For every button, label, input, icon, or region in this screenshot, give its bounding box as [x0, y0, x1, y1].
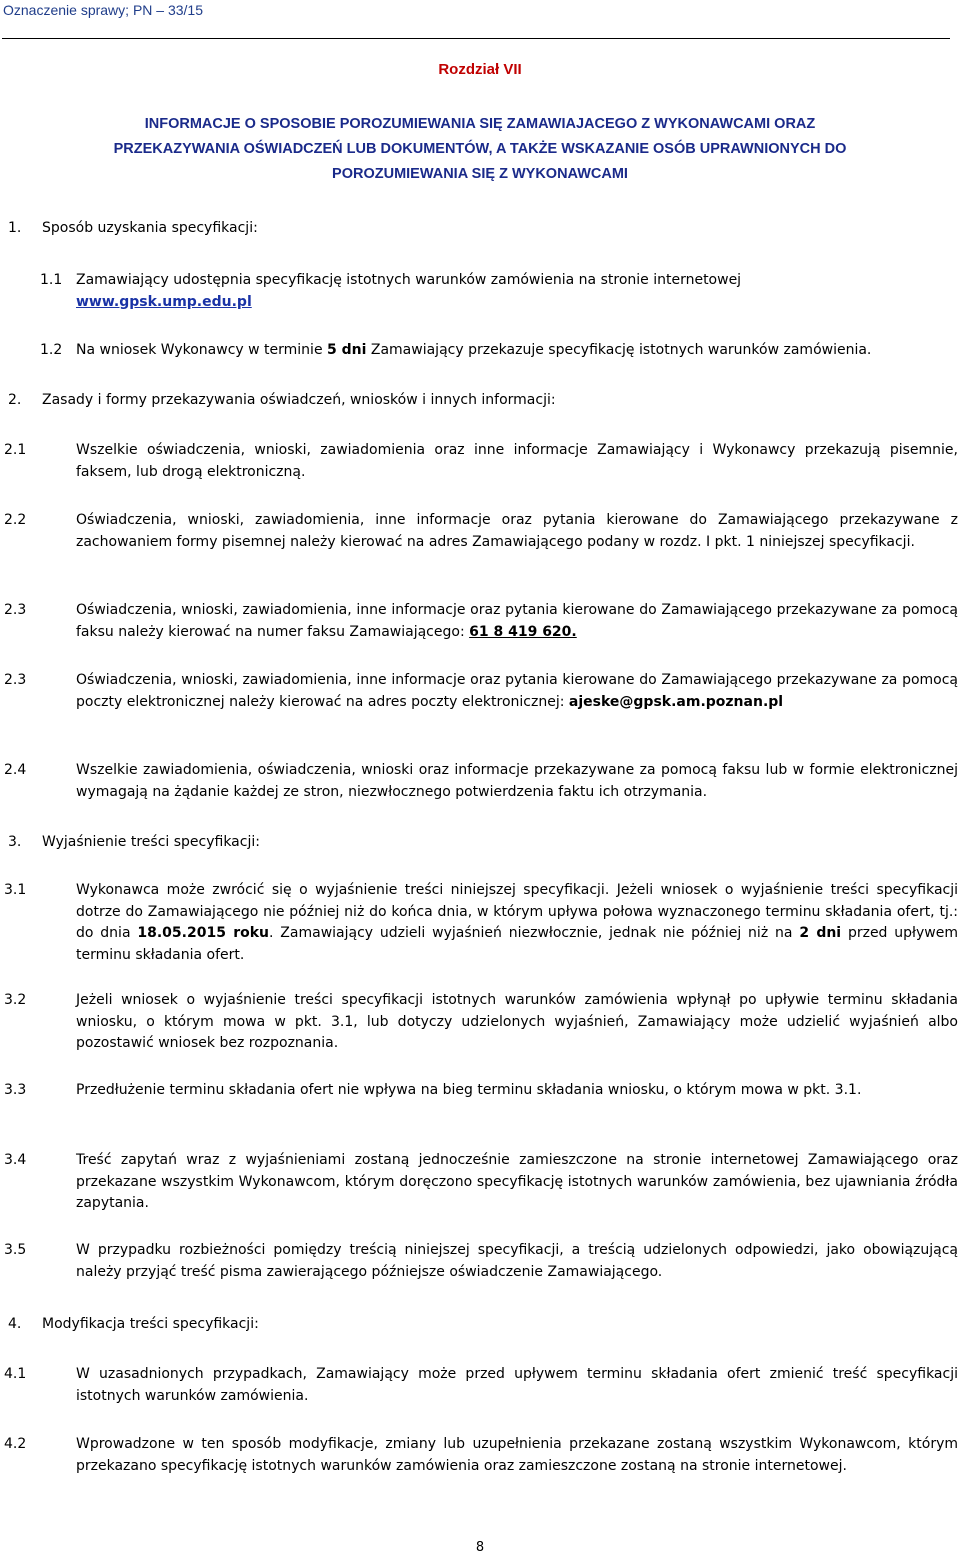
paragraph-3-2	[4, 990, 958, 1055]
deadline-days: 5 dni	[327, 342, 367, 358]
paragraph-2-3-fax	[4, 600, 958, 643]
website-link[interactable]: www.gpsk.ump.edu.pl	[76, 293, 252, 310]
paragraph-2-3-email	[4, 670, 958, 713]
section-title: Wyjaśnienie treści specyfikacji:	[42, 834, 260, 850]
paragraph-4-1	[4, 1364, 958, 1407]
paragraph-text-c: Zamawiający przekazuje specyfikację istotnych warunków zamówienia.	[370, 342, 872, 358]
paragraph-number: 2.3	[4, 672, 27, 688]
paragraph-number: 3.1	[4, 882, 27, 898]
paragraph-text: Zamawiający udostępnia specyfikację istotnych warunków zamówienia na stronie internetowej	[76, 272, 742, 288]
paragraph-text: W uzasadnionych przypadkach, Zamawiający może przed upływem terminu składania ofert zmienić treść specyfikacji istotnych warunków zamówienia.	[76, 1366, 958, 1404]
paragraph-1-2	[40, 340, 958, 362]
heading-line-2: PRZEKAZYWANIA OŚWIADCZEŃ LUB DOKUMENTÓW, A TAKŻE WSKAZANIE OSÓB UPRAWNIONYCH DO	[113, 141, 847, 157]
paragraph-number: 2.2	[4, 512, 27, 528]
paragraph-number: 3.2	[4, 992, 27, 1008]
paragraph-number: 2.1	[4, 442, 27, 458]
paragraph-text-a: Wykonawca może zwrócić się o wyjaśnienie treści niniejszej specyfikacji. Jeżeli wniosek o wyjaśnienie treści specyfikacji dotrze do Zamawiającego nie później niż do końca dnia, w którym upływa połowa wyznaczonego terminu składania ofert, tj.: do dnia	[76, 882, 958, 941]
paragraph-3-1	[4, 880, 959, 966]
section-4-title	[8, 1314, 259, 1334]
page-number: 8	[475, 1540, 485, 1555]
paragraph-number: 3.3	[4, 1082, 27, 1098]
paragraph-number: 1.2	[40, 342, 63, 358]
paragraph-4-2	[4, 1434, 958, 1477]
paragraph-text: Treść zapytań wraz z wyjaśnieniami zostaną jednocześnie zamieszczone na stronie internetowej Zamawiającego oraz przekazane wszystkim Wykonawcom, którym doręczono specyfikację istotnych warunków zamówienia, bez ujawniania źródła zapytania.	[76, 1152, 958, 1211]
paragraph-text-c: przed upływem terminu składania ofert.	[76, 925, 959, 963]
deadline-days: 2 dni	[799, 925, 842, 941]
paragraph-3-3	[4, 1080, 958, 1102]
section-number: 2.	[8, 392, 22, 408]
paragraph-number: 3.4	[4, 1152, 27, 1168]
paragraph-text: Oświadczenia, wnioski, zawiadomienia, inne informacje oraz pytania kierowane do Zamawiającego przekazywane z zachowaniem formy pisemnej należy kierować na adres Zamawiającego podany w rozdz. I pkt. 1 niniejszej specyfikacji.	[76, 512, 958, 550]
paragraph-2-4	[4, 760, 958, 803]
case-reference: Oznaczenie sprawy; PN – 33/15	[3, 2, 203, 18]
paragraph-text: Wszelkie oświadczenia, wnioski, zawiadomienia oraz inne informacje Zamawiający i Wykonawcy przekazują pisemnie, faksem, lub drogą elektroniczną.	[76, 442, 958, 480]
paragraph-1-1	[40, 270, 958, 313]
section-title: Zasady i formy przekazywania oświadczeń, wniosków i innych informacji:	[42, 392, 556, 408]
paragraph-2-2	[4, 510, 958, 553]
section-2-title	[8, 390, 556, 410]
header-divider	[2, 38, 950, 39]
paragraph-text: Oświadczenia, wnioski, zawiadomienia, inne informacje oraz pytania kierowane do Zamawiającego przekazywane za pomocą poczty elektronicznej należy kierować na adres poczty elektronicznej:	[76, 672, 958, 710]
section-1-title	[8, 218, 258, 238]
heading-line-1: INFORMACJE O SPOSOBIE POROZUMIEWANIA SIĘ ZAMAWIAJACEGO Z WYKONAWCAMI ORAZ	[144, 116, 816, 132]
paragraph-text: Jeżeli wniosek o wyjaśnienie treści specyfikacji istotnych warunków zamówienia wpłynął po upływie terminu składania wniosku, o którym mowa w pkt. 3.1, lub dotyczy udzielonych wyjaśnień, Zamawiający może udzielić wyjaśnień albo pozostawić wniosek bez rozpoznania.	[76, 992, 958, 1051]
chapter-heading	[10, 112, 950, 187]
section-3-title	[8, 832, 260, 852]
section-title: Sposób uzyskania specyfikacji:	[42, 220, 258, 236]
paragraph-text: Oświadczenia, wnioski, zawiadomienia, inne informacje oraz pytania kierowane do Zamawiającego przekazywane za pomocą faksu należy kierować na numer faksu Zamawiającego:	[76, 602, 958, 640]
paragraph-text: W przypadku rozbieżności pomiędzy treścią niniejszej specyfikacji, a treścią udzielonych odpowiedzi, jako obowiązującą należy przyjąć treść pisma zawierającego późniejsze oświadczenie Zamawiającego.	[76, 1242, 958, 1280]
paragraph-text-b: . Zamawiający udzieli wyjaśnień niezwłocznie, jednak nie później niż na	[269, 925, 793, 941]
paragraph-3-5	[4, 1240, 958, 1283]
section-number: 3.	[8, 834, 22, 850]
section-title: Modyfikacja treści specyfikacji:	[42, 1316, 259, 1332]
paragraph-number: 2.3	[4, 602, 27, 618]
paragraph-number: 4.1	[4, 1366, 27, 1382]
paragraph-number: 3.5	[4, 1242, 27, 1258]
heading-line-3: POROZUMIEWANIA SIĘ Z WYKONAWCAMI	[332, 166, 628, 182]
paragraph-2-1	[4, 440, 958, 483]
deadline-date: 18.05.2015 roku	[137, 925, 270, 941]
paragraph-text: Przedłużenie terminu składania ofert nie wpływa na bieg terminu składania wniosku, o którym mowa w pkt. 3.1.	[76, 1082, 862, 1098]
chapter-title: Rozdział VII	[438, 61, 522, 78]
paragraph-text-a: Na wniosek Wykonawcy w terminie	[76, 342, 323, 358]
email-address[interactable]: ajeske@gpsk.am.poznan.pl	[568, 693, 784, 710]
paragraph-3-4	[4, 1150, 958, 1215]
paragraph-number: 2.4	[4, 762, 27, 778]
section-number: 1.	[8, 220, 22, 236]
paragraph-number: 4.2	[4, 1436, 27, 1452]
paragraph-text: Wprowadzone w ten sposób modyfikacje, zmiany lub uzupełnienia przekazane zostaną wszystkim Wykonawcom, którym przekazano specyfikację istotnych warunków zamówienia oraz zamieszczone zostaną na stronie internetowej.	[76, 1436, 958, 1474]
paragraph-number: 1.1	[40, 272, 63, 288]
paragraph-text: Wszelkie zawiadomienia, oświadczenia, wnioski oraz informacje przekazywane za pomocą faksu lub w formie elektronicznej wymagają na żądanie każdej ze stron, niezwłocznego potwierdzenia faktu ich otrzymania.	[76, 762, 958, 800]
section-number: 4.	[8, 1316, 22, 1332]
fax-number: 61 8 419 620.	[469, 623, 577, 640]
